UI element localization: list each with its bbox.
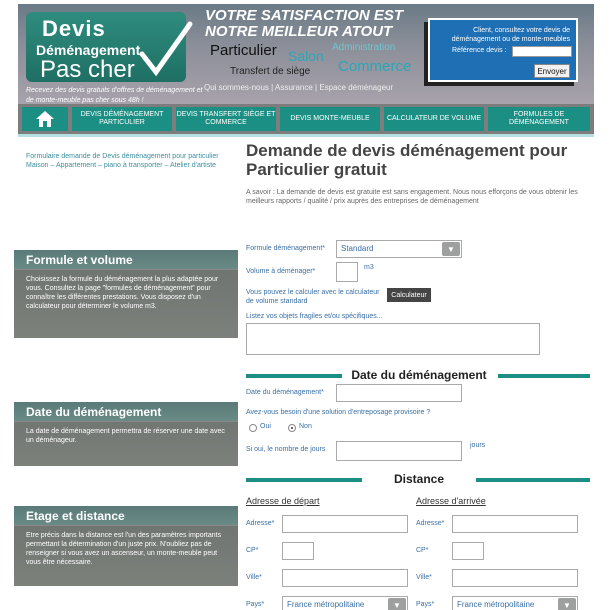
logo-line2: Déménagement (36, 42, 141, 58)
storage-no-radio[interactable] (288, 424, 296, 432)
main-nav (18, 104, 594, 134)
header-links[interactable]: Qui sommes-nous | Assurance | Espace déménageur (204, 83, 394, 92)
cloud-commerce: Commerce (338, 58, 412, 75)
nav-monte-meuble[interactable]: DEVIS MONTE-MEUBLE (280, 107, 380, 131)
sidebar-text-date: La date de déménagement permettra de réserver une date avec un déménageur. (26, 428, 225, 444)
slogan-line2: NOTRE MEILLEUR ATOUT (205, 23, 393, 40)
slogan-line1: VOTRE SATISFACTION EST (205, 7, 404, 24)
cloud-particulier: Particulier (210, 42, 277, 59)
calculator-button[interactable]: Calculateur (387, 288, 431, 302)
storage-yes-radio[interactable] (249, 424, 257, 432)
client-box-text: Client, consultez votre devis de déménagement ou de monte-meubles (451, 27, 570, 43)
cloud-transfert: Transfert de siège (230, 66, 311, 77)
section-divider-right (476, 478, 590, 482)
cloud-salon: Salon (288, 48, 324, 64)
client-login-box (428, 18, 578, 82)
send-button[interactable]: Envoyer (534, 64, 570, 78)
sidebar-box-distance (14, 506, 238, 586)
breadcrumb[interactable]: Formulaire demande de Devis déménagement pour particulier Maison – Appartement – piano à transporter – Atelier d'artiste (26, 153, 219, 169)
formule-select[interactable] (336, 240, 462, 258)
start-cp-input[interactable] (282, 542, 314, 560)
end-cp-label: CP* (416, 547, 429, 554)
nav-transfert-siege[interactable]: DEVIS TRANSFERT SIÈGE ET COMMERCE (176, 107, 276, 131)
sidebar-text-formule: Choisissez la formule du déménagement la plus adaptée pour vous. Consultez la page "formules de déménagement" pour connaître les différentes prestations. Vous disposez d'un calculateur pour déterminer le volume m3. (26, 276, 219, 310)
end-city-label: Ville* (416, 574, 432, 581)
intro-text: A savoir : La demande de devis est gratuite est sans engagement. Nous nous efforçons de vous obtenir les meilleurs rapports / qualité / prix auprès des entreprises de déménagement (246, 189, 578, 205)
reference-input[interactable] (512, 46, 572, 57)
sidebar-title-distance: Etage et distance (26, 509, 125, 523)
sidebar-title-formule: Formule et volume (26, 253, 133, 267)
start-country-label: Pays* (246, 601, 265, 608)
fragile-textarea[interactable] (246, 323, 540, 355)
end-address-label: Adresse* (416, 520, 445, 527)
nav-devis-particulier[interactable]: DEVIS DÉMÉNAGEMENT PARTICULIER (72, 107, 172, 131)
logo-line3: Pas cher (40, 56, 135, 83)
date-label: Date du déménagement* (246, 389, 324, 396)
reference-label: Référence devis : (452, 47, 507, 54)
date-section-title: Date du déménagement (351, 368, 487, 382)
checkmark-icon (134, 18, 196, 82)
volume-unit: m3 (364, 264, 374, 271)
formule-value: Standard (341, 244, 374, 253)
start-country-value: France métropolitaine (287, 600, 365, 609)
sidebar-text-distance: Etre précis dans la distance est l'un des paramètres importants permettant la détermination d'un juste prix. N'oubliez pas de renseigner si vous avez un ascenseur, un monte-meuble peut vous être nécessaire. (26, 532, 222, 566)
section-divider-right (498, 374, 590, 378)
nav-formules[interactable]: FORMULES DE DÉMÉNAGEMENT (488, 107, 590, 131)
days-unit: jours (470, 442, 486, 449)
sidebar-title-date: Date du déménagement (26, 405, 162, 419)
start-cp-label: CP* (246, 547, 259, 554)
header-slogan (205, 8, 403, 40)
section-divider-left (246, 478, 362, 482)
cloud-administration: Administration (332, 42, 396, 53)
section-divider-left (246, 374, 342, 378)
formule-label: Formule déménagement* (246, 245, 325, 252)
end-country-select[interactable] (452, 596, 578, 610)
header-tagline: Recevez des devis gratuits d'offres de déménagement et de monte-meuble pas cher sous 48h ! (26, 87, 203, 104)
fragile-label: Listez vos objets fragiles et/ou spécifiques... (246, 313, 383, 320)
page-title: Demande de devis déménagement pour Particulier gratuit (246, 141, 568, 179)
start-country-select[interactable] (282, 596, 408, 610)
logo-line1: Devis (42, 16, 106, 41)
end-address-heading: Adresse d'arrivée (416, 496, 486, 506)
nav-divider (18, 134, 594, 137)
volume-input[interactable] (336, 262, 358, 282)
start-address-heading: Adresse de départ (246, 496, 320, 506)
distance-section-title: Distance (393, 472, 445, 486)
date-input[interactable] (336, 384, 462, 402)
start-city-input[interactable] (282, 569, 408, 587)
chevron-down-icon: ▼ (442, 242, 460, 256)
end-country-label: Pays* (416, 601, 435, 608)
sidebar-box-date (14, 402, 238, 466)
chevron-down-icon: ▼ (388, 598, 406, 610)
volume-label: Volume à déménager* (246, 268, 316, 275)
days-label: Si oui, le nombre de jours (246, 446, 326, 453)
end-address-input[interactable] (452, 515, 578, 533)
chevron-down-icon: ▼ (558, 598, 576, 610)
calculator-hint: Vous pouvez le calculer avec le calculateur de volume standard (246, 289, 380, 305)
storage-question: Avez-vous besoin d'une solution d'entreposage provisoire ? (246, 409, 431, 416)
start-address-input[interactable] (282, 515, 408, 533)
storage-yes-label: Oui (260, 423, 271, 430)
nav-home[interactable] (22, 107, 68, 131)
start-city-label: Ville* (246, 574, 262, 581)
end-country-value: France métropolitaine (457, 600, 535, 609)
end-cp-input[interactable] (452, 542, 484, 560)
storage-no-label: Non (299, 423, 312, 430)
sidebar-box-formule (14, 250, 238, 338)
site-logo[interactable] (26, 12, 186, 82)
site-header (18, 4, 594, 104)
end-city-input[interactable] (452, 569, 578, 587)
days-input[interactable] (336, 441, 462, 461)
nav-calculateur[interactable]: CALCULATEUR DE VOLUME (384, 107, 484, 131)
start-address-label: Adresse* (246, 520, 275, 527)
home-icon (35, 110, 55, 128)
